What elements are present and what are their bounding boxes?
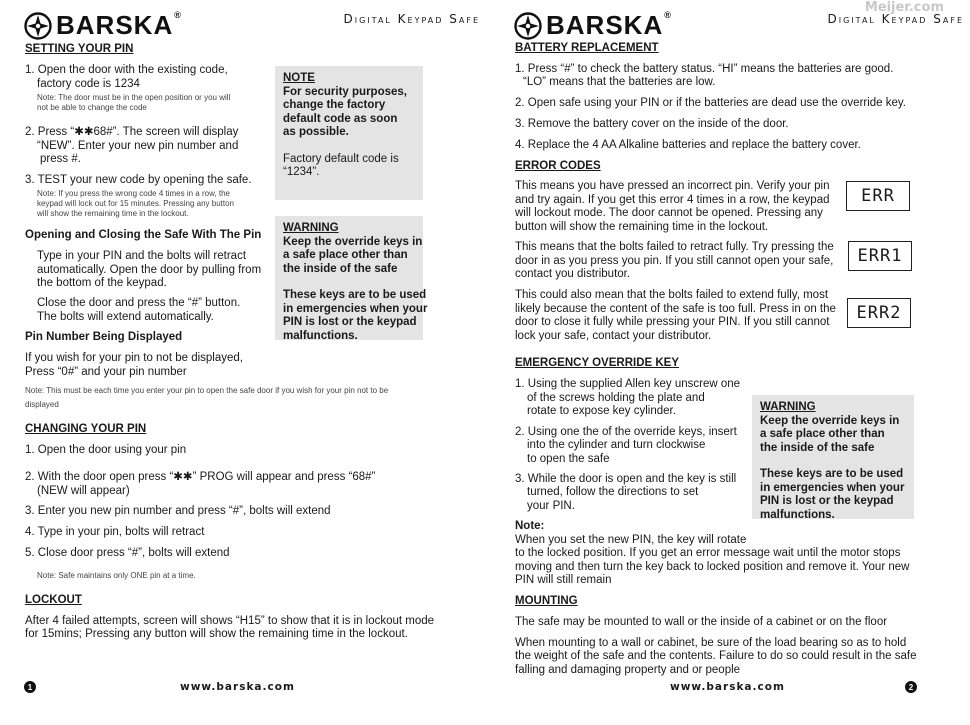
step-text: 5. Close door press “#”, bolts will extend (25, 547, 230, 559)
warning-box-line: the inside of the safe (760, 441, 875, 454)
body-text: and try again. If you get this error 4 times in a row, the keypad (515, 194, 830, 206)
body-text: falling and damaging property and or people (515, 664, 741, 676)
step-text: 3. Enter you new pin number and press “#”, bolts will extend (25, 505, 331, 517)
step-text: to open the safe (527, 453, 610, 465)
warning-box-line: malfunctions. (760, 508, 835, 521)
step-text: 1. Using the supplied Allen key unscrew one (515, 378, 741, 390)
body-text: Close the door and press the “#” button. (37, 297, 241, 309)
note-box-title: NOTE (283, 72, 315, 84)
warning-box (752, 395, 914, 519)
body-text: for 15mins; Pressing any button will show the remaining time in the lockout. (25, 628, 408, 640)
warning-box-line: PIN is lost or the keypad (760, 495, 894, 507)
brand-logo (514, 10, 672, 41)
body-text: This could also mean that the bolts failed to extend fully, most (515, 289, 829, 301)
step-text: (NEW will appear) (37, 485, 130, 497)
note-text: keypad will lock out for 15 minutes. Pressing any button (37, 199, 234, 208)
step-text: 2. Open safe using your PIN or if the batteries are dead use the override key. (515, 97, 907, 109)
step-text: turned, follow the directions to set (527, 486, 699, 498)
error-code-display: ERR1 (848, 241, 912, 271)
note-text: Note: This must be each time you enter your pin to open the safe door if you wish for your pin not to be (25, 386, 389, 395)
page-right (510, 0, 970, 725)
warning-box-line: These keys are to be used (760, 468, 904, 480)
warning-box-line: a safe place other than (283, 249, 408, 261)
footer-url[interactable]: www.barska.com (670, 681, 785, 693)
body-text: the weight of the safe and the contents. Failure to do so could result in the safe (515, 650, 917, 662)
footer-url[interactable]: www.barska.com (180, 681, 295, 693)
barska-logo-icon (24, 12, 52, 40)
body-text: to the locked position. If you get an error message wait until the motor stops (515, 547, 901, 559)
step-text: press #. (40, 153, 81, 165)
step-text: 1. Open the door with the existing code, (25, 64, 228, 76)
body-text: This means that the bolts failed to retract fully. Try pressing the (515, 241, 834, 253)
warning-box-title: WARNING (283, 222, 339, 234)
override-note-label: Note: (515, 520, 545, 532)
note-text: Note: The door must be in the open position or you will (37, 93, 231, 102)
page-left (20, 0, 480, 725)
changing-pin-heading: CHANGING YOUR PIN (25, 423, 147, 435)
override-heading: EMERGENCY OVERRIDE KEY (515, 357, 680, 369)
step-text: “LO” means that the batteries are low. (523, 76, 716, 88)
brand-name: BARSKA® (56, 10, 182, 40)
barska-logo-icon (514, 12, 542, 40)
step-text: rotate to expose key cylinder. (527, 405, 676, 417)
warning-box (275, 216, 428, 342)
step-text: 1. Press “#” to check the battery status. “HI” means the batteries are good. (515, 63, 894, 75)
body-text: automatically. Open the door by pulling from (37, 264, 262, 276)
note-text: Note: Safe maintains only ONE pin at a time. (37, 571, 196, 580)
error-code-display: ERR2 (847, 298, 911, 328)
step-text: factory code is 1234 (37, 78, 140, 90)
note-box-line: as possible. (283, 126, 349, 138)
note-box (275, 66, 423, 200)
step-text: 3. While the door is open and the key is still (515, 473, 737, 485)
mounting-heading: MOUNTING (515, 595, 578, 607)
body-text: When mounting to a wall or cabinet, be sure of the load bearing so as to hold (515, 637, 907, 649)
body-text: Press “0#” and your pin number (25, 366, 187, 378)
step-text: 3. TEST your new code by opening the safe. (25, 174, 252, 186)
opening-heading: Opening and Closing the Safe With The Pin (25, 229, 262, 241)
page-number: 1 (24, 681, 36, 693)
note-box-line: default code as soon (283, 112, 398, 125)
body-text: the bottom of the keypad. (37, 277, 167, 289)
body-text: moving and then turn the key back to locked position and remove it. Your new (515, 561, 910, 573)
body-text: PIN will still remain (515, 574, 612, 586)
warning-box-line: PIN is lost or the keypad (283, 316, 417, 328)
body-text: likely because the content of the safe is too full. Press in on the (515, 303, 836, 315)
body-text: Type in your PIN and the bolts will retract (37, 250, 247, 262)
step-text: your PIN. (527, 500, 575, 512)
step-text: 2. Press “✱✱68#”. The screen will display (25, 126, 239, 138)
header-title: Digital Keypad Safe (343, 12, 480, 26)
step-text: into the cylinder and turn clockwise (527, 439, 706, 451)
step-text: 1. Open the door using your pin (25, 444, 187, 456)
lockout-heading: LOCKOUT (25, 594, 82, 606)
note-text: not be able to change the code (37, 103, 147, 112)
body-text: The safe may be mounted to wall or the inside of a cabinet or on the floor (515, 616, 888, 628)
step-text: 3. Remove the battery cover on the inside of the door. (515, 118, 789, 130)
setting-pin-heading: SETTING YOUR PIN (25, 43, 134, 55)
note-box-line: change the factory (283, 99, 386, 111)
error-codes-heading: ERROR CODES (515, 160, 601, 172)
step-text: 2. Using one the of the override keys, insert (515, 426, 737, 438)
note-box-line: “1234”. (283, 166, 320, 178)
note-text: Note: If you press the wrong code 4 times in a row, the (37, 189, 230, 198)
step-text: 4. Replace the 4 AA Alkaline batteries and replace the battery cover. (515, 139, 861, 151)
body-text: door in as you press you pin. If you still cannot open your safe, (515, 255, 834, 267)
battery-heading: BATTERY REPLACEMENT (515, 42, 659, 54)
warning-box-line: Keep the override keys in (760, 414, 900, 427)
page-number: 2 (905, 681, 917, 693)
step-text: of the screws holding the plate and (527, 392, 705, 404)
warning-box-line: a safe place other than (760, 428, 885, 440)
brand-logo (24, 10, 182, 41)
warning-box-line: the inside of the safe (283, 262, 398, 275)
watermark: Meijer.com (864, 0, 944, 15)
body-text: contact you distributor. (515, 268, 631, 280)
body-text: This means you have pressed an incorrect pin. Verify your pin (515, 180, 830, 192)
body-text: If you wish for your pin to not be displayed, (25, 352, 243, 364)
warning-box-line: in emergencies when your (283, 302, 428, 315)
note-text: displayed (25, 400, 59, 409)
warning-box-line: malfunctions. (283, 329, 358, 342)
step-text: “NEW”. Enter your new pin number and (37, 140, 239, 152)
body-text: will lockout mode. The door cannot be opened. Pressing any (515, 207, 823, 219)
step-text: 4. Type in your pin, bolts will retract (25, 526, 205, 538)
pin-display-heading: Pin Number Being Displayed (25, 331, 183, 343)
body-text: button will show the remaining time in the lockout. (515, 221, 769, 233)
body-text: When you set the new PIN, the key will rotate (515, 534, 747, 546)
note-box-line: Factory default code is (283, 152, 399, 165)
error-code-display: ERR (846, 181, 910, 211)
warning-box-line: These keys are to be used (283, 289, 427, 301)
header-title: Digital Keypad Safe (827, 12, 964, 26)
body-text: door to close it fully while pressing your PIN. If you still cannot (515, 316, 830, 328)
warning-box-title: WARNING (760, 401, 816, 413)
body-text: The bolts will extend automatically. (37, 311, 214, 323)
step-text: 2. With the door open press “✱✱” PROG will appear and press “68#” (25, 471, 376, 483)
warning-box-line: Keep the override keys in (283, 235, 423, 248)
note-box-line: For security purposes, (283, 85, 407, 98)
brand-name: BARSKA® (546, 10, 672, 40)
body-text: After 4 failed attempts, screen will shows “H15” to show that it is in lockout mode (25, 615, 435, 627)
note-text: will show the remaining time in the lockout. (37, 209, 189, 218)
body-text: lock your safe, contact your distributor. (515, 330, 712, 342)
warning-box-line: in emergencies when your (760, 481, 905, 494)
